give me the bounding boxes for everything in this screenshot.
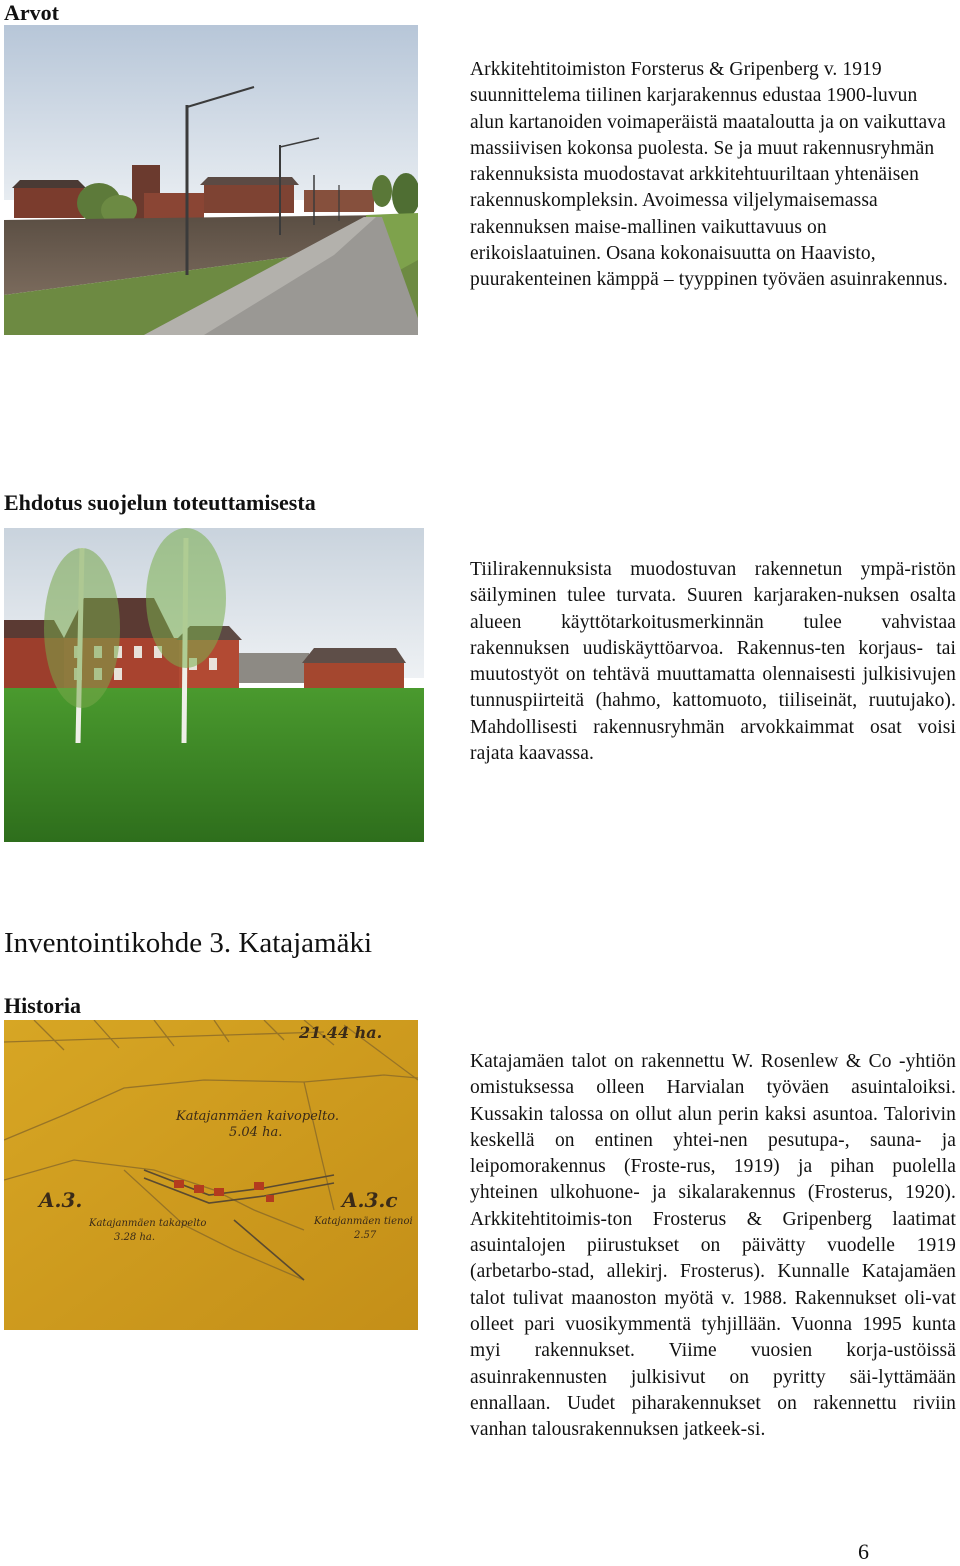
heading-historia: Historia: [4, 993, 81, 1018]
map-label-plot-a3c-area: 2.57: [354, 1230, 377, 1241]
page-title: Inventointikohde 3. Katajamäki: [4, 927, 373, 959]
photo-historical-map: [4, 1020, 418, 1330]
map-label-plot-a3c-sub: Katajanmäen tienoi: [314, 1216, 413, 1227]
map-label-plot-a3: A.3.: [39, 1188, 83, 1212]
text-arvot: Arkkitehtitoimiston Forsterus & Gripenberg v. 1919 suunnittelema tiilinen karjarakennus edustaa 1900-luvun alun kartanoiden voimaperäistä maataloutta ja on vaikuttava massiivisen kokonsa puolesta. Se ja muut rakennusryhmän rakennuksista muodostavat arkkitehtuuriltaan yhtenäisen rakennuskompleksin. Avoimessa viljelymaisemassa rakennuksen maise-mallinen vaikuttavuus on erikoislaatuinen. Osana kokonaisuutta on Haavisto, puurakenteinen kämppä – tyyppinen työväen asuinrakennus.: [470, 59, 948, 291]
map-label-area-top: 21.44 ha.: [299, 1023, 383, 1042]
photo-road-landscape: [4, 25, 418, 335]
photo-brick-buildings: [4, 528, 424, 842]
page-number: 6: [858, 1539, 869, 1564]
heading-ehdotus: Ehdotus suojelun toteuttamisesta: [4, 490, 316, 515]
map-label-field-area: 5.04 ha.: [229, 1125, 283, 1140]
text-historia: Katajamäen talot on rakennettu W. Rosenlew & Co -yhtiön omistuksessa olleen Harvialan työväen asuintaloiksi. Kussakin talossa on ollut alun perin kaksi asuntoa. Talorivin keskellä on entinen yhtei-nen pesutupa-, sauna- ja leipomorakennus (Froste-rus, 1919) ja pihan puolella yhteinen ulkohuone- ja sikalarakennus (Frosterus, 1920). Arkkitehtitoimis-ton Frosterus & Gripenberg laatimat asuintalojen piirustukset on päivätty vuodelle 1919 (arbetarbo-stad, allekirj. Frosterus). Kunnalle Katajamäen talot tulivat maanoston myötä v. 1988. Rakennukset oli-vat olleet pari vuosikymmentä tyhjillään. Vuonna 1995 kunta myi rakennukset. Viime vuosien korja-ustöissä asuinrakennusten julkisivut on pyritty säi-lyttämään ennallaan. Uudet piharakennukset on rakennettu riviin vanhan talousrakennuksen jatkeek-si.: [470, 1051, 956, 1441]
heading-arvot: Arvot: [4, 0, 59, 25]
map-label-plot-a3-sub: Katajanmäen takapelto: [89, 1218, 207, 1229]
map-label-plot-a3c: A.3.c: [342, 1188, 398, 1212]
map-label-field-name: Katajanmäen kaivopelto.: [176, 1109, 339, 1124]
text-ehdotus: Tiilirakennuksista muodostuvan rakennetun ympä-ristön säilyminen tulee turvata. Suuren karjaraken-nuksen osalta alueen käyttötarkoitusmerkinnän tulee vahvistaa rakennuksen uudiskäyttöarvoa. Rakennus-ten korjaus- tai muutostyöt on tehtävä muuttamatta olennaisesti julkisivujen tunnuspiirteitä (hahmo, kattomuoto, tiiliseinät, ruutujako). Mahdollisesti rakennusryhmän arvokkaimmat osat voisi rajata kaavassa.: [470, 559, 956, 765]
map-label-plot-a3-area: 3.28 ha.: [114, 1232, 156, 1243]
